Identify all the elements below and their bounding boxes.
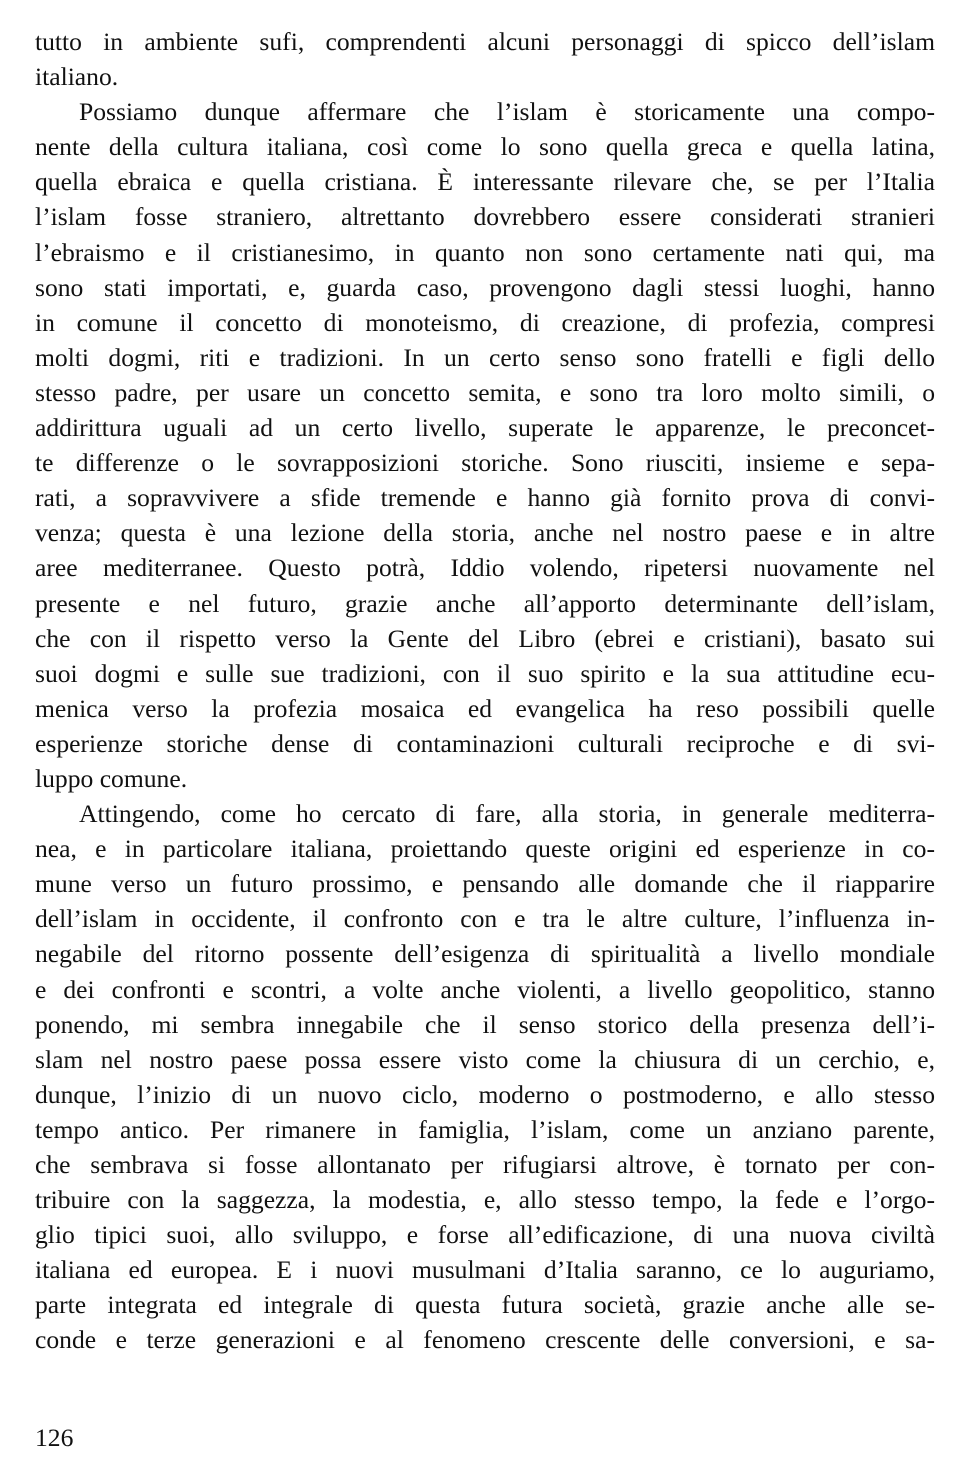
text-line: conde e terze generazioni e al fenomeno crescente delle conversioni, e sa- [35,1325,935,1355]
text-line: sono stati importati, e, guarda caso, provengono dagli stessi luoghi, hanno [35,272,935,302]
text-line: che con il rispetto verso la Gente del Libro (ebrei e cristiani), basato sui [35,623,935,653]
text-line: Possiamo dunque affermare che l’islam è storicamente una compo- [79,97,935,127]
text-line: tutto in ambiente sufi, comprendenti alcuni personaggi di spicco dell’islam [35,27,935,56]
text-line: Attingendo, come ho cercato di fare, alla storia, in generale mediterra- [79,799,935,829]
text-line: rati, a sopravvivere a sfide tremende e hanno già fornito prova di convi- [35,483,935,513]
text-line: quella ebraica e quella cristiana. È interessante rilevare che, se per l’Italia [35,167,935,197]
text-line: glio tipici suoi, allo sviluppo, e forse all’edificazione, di una nuova civiltà [35,1220,935,1250]
text-line: parte integrata ed integrale di questa futura società, grazie anche alle se- [35,1290,935,1320]
text-line: italiano. [35,62,119,92]
text-line: suoi dogmi e sulle sue tradizioni, con il suo spirito e la sua attitudine ecu- [35,658,935,688]
body-text [35,24,935,1358]
text-line: italiana ed europea. E i nuovi musulmani d’Italia saranno, ce lo auguriamo, [35,1255,935,1285]
text-line: aree mediterranee. Questo potrà, Iddio volendo, ripetersi nuovamente nel [35,553,935,583]
text-line: l’ebraismo e il cristianesimo, in quanto non sono certamente nati qui, ma [35,237,935,267]
text-line: luppo comune. [35,763,188,793]
page-number: 126 [35,1423,74,1452]
text-line: te differenze o le sovrapposizioni storiche. Sono riusciti, insieme e sepa- [35,448,935,478]
text-line: slam nel nostro paese possa essere visto come la chiusura di un cerchio, e, [35,1044,935,1074]
text-line: esperienze storiche dense di contaminazioni culturali reciproche e di svi- [35,728,935,758]
text-line: l’islam fosse straniero, altrettanto dovrebbero essere considerati stranieri [35,202,935,232]
text-line: nente della cultura italiana, così come lo sono quella greca e quella latina, [35,132,935,162]
text-line: menica verso la profezia mosaica ed evangelica ha reso possibili quelle [35,693,935,723]
text-line: dunque, l’inizio di un nuovo ciclo, moderno o postmoderno, e allo stesso [35,1079,935,1109]
text-line: presente e nel futuro, grazie anche all’apporto determinante dell’islam, [35,588,935,618]
text-line: venza; questa è una lezione della storia, anche nel nostro paese e in altre [35,518,935,548]
text-line: molti dogmi, riti e tradizioni. In un certo senso sono fratelli e figli dello [35,342,935,372]
text-line: nea, e in particolare italiana, proiettando queste origini ed esperienze in co- [35,834,935,864]
text-line: in comune il concetto di monoteismo, di creazione, di profezia, compresi [35,307,935,337]
text-line: mune verso un futuro prossimo, e pensando alle domande che il riapparire [35,869,935,899]
text-line: ponendo, mi sembra innegabile che il senso storico della presenza dell’i- [35,1009,935,1039]
text-line: e dei confronti e scontri, a volte anche violenti, a livello geopolitico, stanno [35,974,935,1004]
text-line: addirittura uguali ad un certo livello, superate le apparenze, le preconcet- [35,413,935,443]
text-line: dell’islam in occidente, il confronto con e tra le altre culture, l’influenza in- [35,904,935,934]
text-line: negabile del ritorno possente dell’esigenza di spiritualità a livello mondiale [35,939,935,969]
text-line: stesso padre, per usare un concetto semita, e sono tra loro molto simili, o [35,377,935,407]
text-line: tribuire con la saggezza, la modestia, e, allo stesso tempo, la fede e l’orgo- [35,1185,935,1215]
text-line: tempo antico. Per rimanere in famiglia, l’islam, come un anziano parente, [35,1114,935,1144]
text-line: che sembrava si fosse allontanato per rifugiarsi altrove, è tornato per con- [35,1150,935,1179]
